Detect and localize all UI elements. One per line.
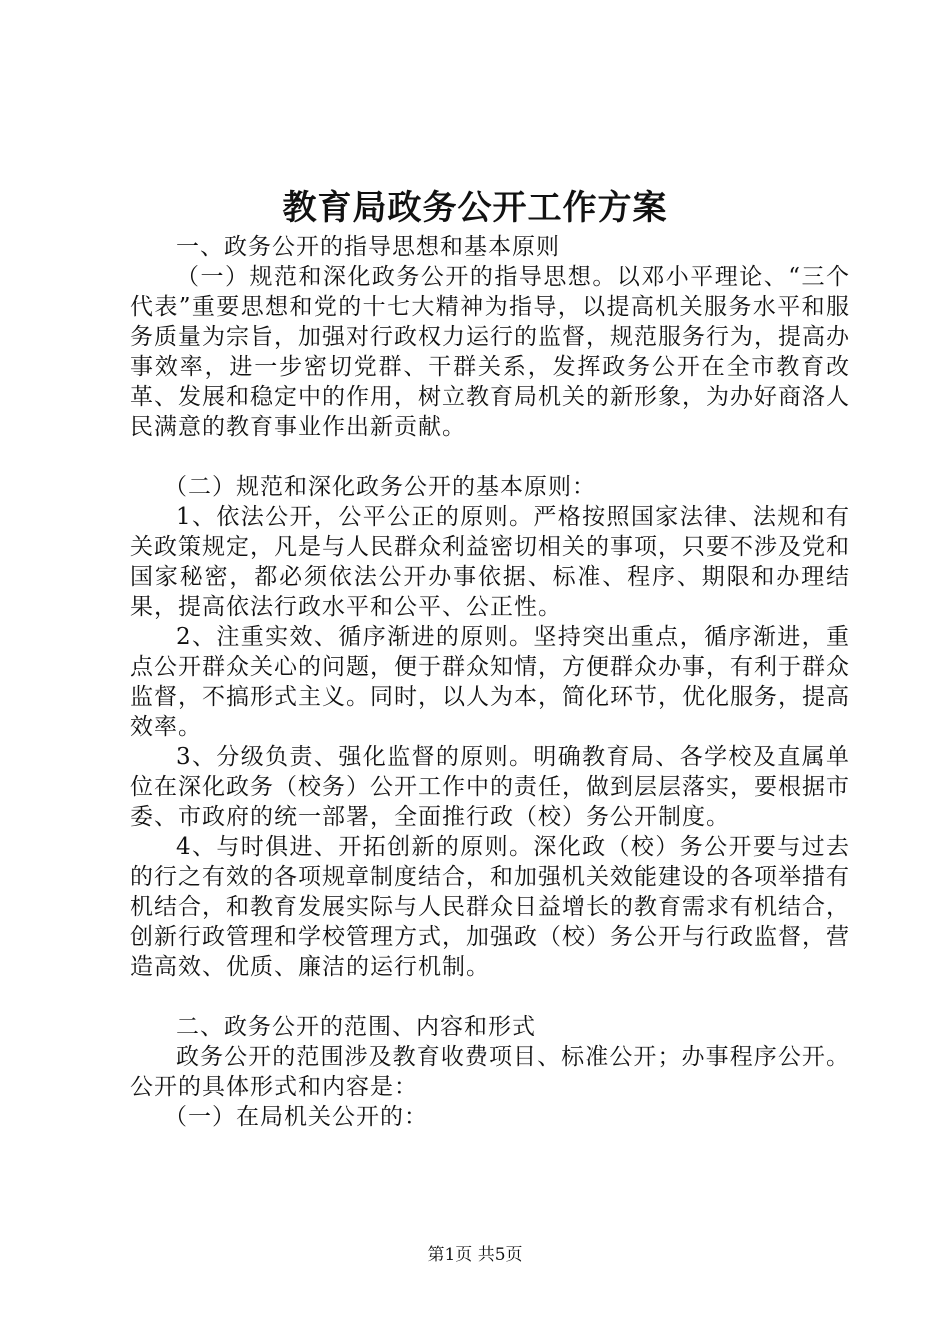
section-heading-2: 二、政务公开的范围、内容和形式 <box>176 1014 536 1040</box>
paragraph-principle-4: 4、与时俱进、开拓创新的原则。深化政（校）务公开要与过去的行之有效的各项规章制度结合，和加强机关效能建设的各项举措有机结合，和教育发展实际与人民群众日益增长的教育需求有机结合，创新行政管理和学校管理方式，加强政（校）务公开与行政监督，营造高效、优质、廉洁的运行机制。 <box>130 834 850 980</box>
document-body <box>130 232 850 1132</box>
paragraph-scope: 政务公开的范围涉及教育收费项目、标准公开；办事程序公开。公开的具体形式和内容是： <box>130 1044 850 1100</box>
paragraph-gap <box>130 982 850 1012</box>
paragraph-principle-1: 1、依法公开，公平公正的原则。严格按照国家法律、法规和有关政策规定，凡是与人民群众利益密切相关的事项，只要不涉及党和国家秘密，都必须依法公开办事依据、标准、程序、期限和办理结果，提高依法行政水平和公平、公正性。 <box>130 504 850 620</box>
page-number-footer: 第1页 共5页 <box>427 1245 523 1265</box>
paragraph-gap <box>130 442 850 472</box>
subheading-basic-principles: （二）规范和深化政务公开的基本原则： <box>164 474 596 500</box>
paragraph-principle-3: 3、分级负责、强化监督的原则。明确教育局、各学校及直属单位在深化政务（校务）公开工作中的责任，做到层层落实，要根据市委、市政府的统一部署，全面推行政（校）务公开制度。 <box>130 744 850 830</box>
paragraph-guiding-thought: （一）规范和深化政务公开的指导思想。以邓小平理论、“三个代表”重要思想和党的十七大精神为指导，以提高机关服务水平和服务质量为宗旨，加强对行政权力运行的监督，规范服务行为，提高办事效率，进一步密切党群、干群关系，发挥政务公开在全市教育改革、发展和稳定中的作用，树立教育局机关的新形象，为办好商洛人民满意的教育事业作出新贡献。 <box>130 264 850 440</box>
section-heading-1: 一、政务公开的指导思想和基本原则 <box>176 234 560 260</box>
document-title: 教育局政务公开工作方案 <box>282 188 668 228</box>
subheading-bureau-disclosure: （一）在局机关公开的： <box>164 1104 428 1130</box>
paragraph-principle-2: 2、注重实效、循序渐进的原则。坚持突出重点，循序渐进，重点公开群众关心的问题，便于群众知情，方便群众办事，有利于群众监督，不搞形式主义。同时，以人为本，简化环节，优化服务，提高效率。 <box>130 624 850 740</box>
